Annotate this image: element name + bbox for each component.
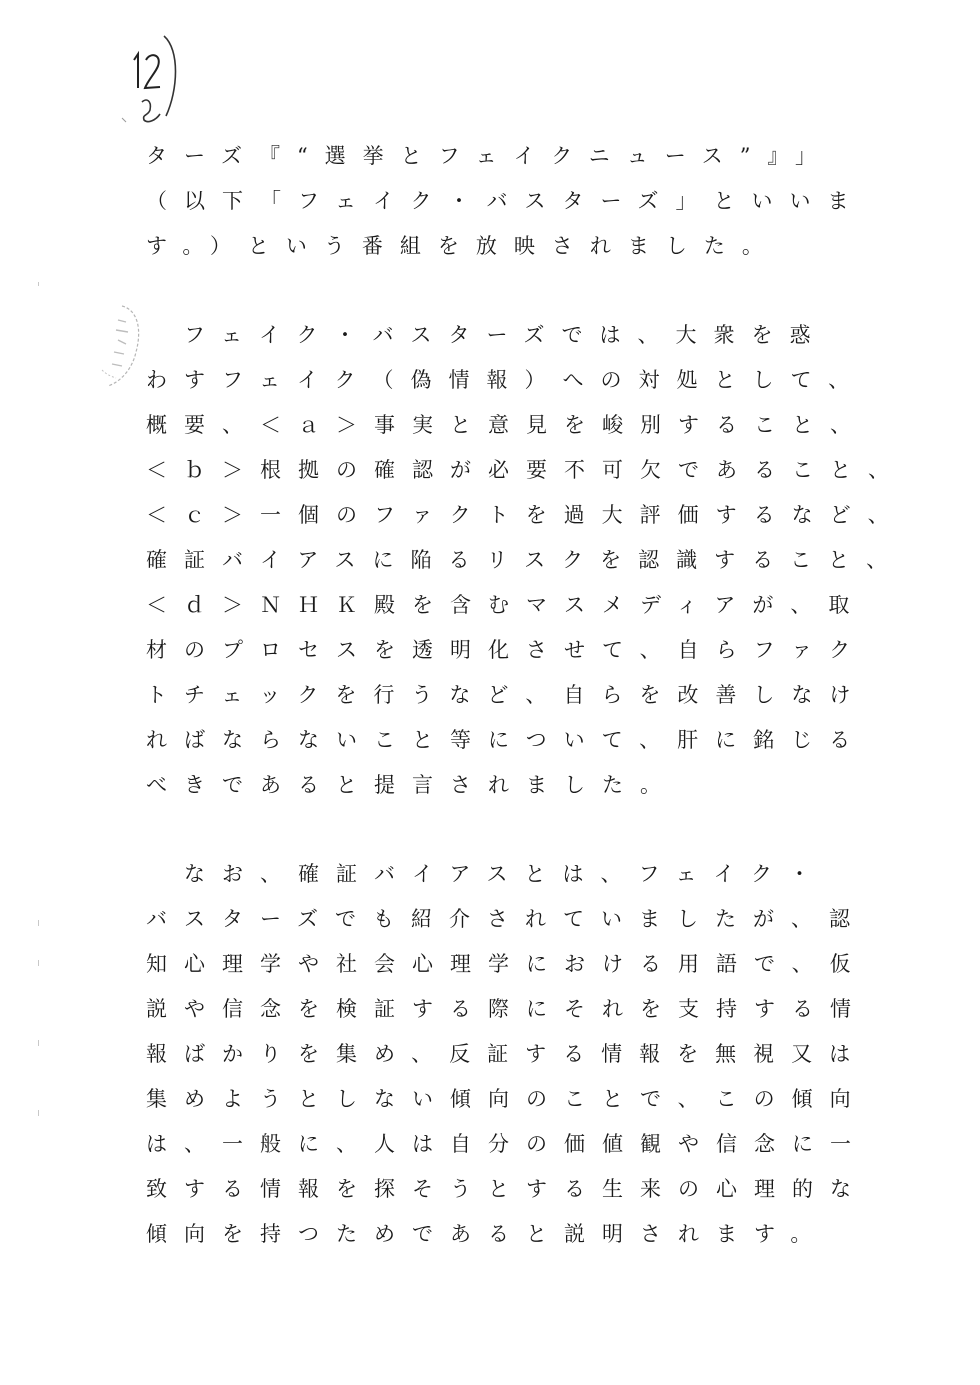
text-line: は、一般に、人は自分の価値観や信念に一 [146,1132,868,1156]
text-line: 材のプロセスを透明化させて、自らファク [146,638,868,662]
text-line: 概要、＜ａ＞事実と意見を峻別すること、 [146,413,868,437]
text-line: す。）という番組を放映されました。 [146,234,780,258]
handwritten-page-number [112,30,182,130]
text-line: ＜ｂ＞根拠の確認が必要不可欠であること、 [146,458,906,482]
paragraph-continuation [146,134,906,269]
text-line: わすフェイク（偽情報）への対処として、 [146,368,867,392]
text-line: 傾向を持つためであると説明されます。 [146,1222,829,1246]
text-line: ればならないこと等について、肝に銘じる [146,728,868,752]
text-line: ＜ｄ＞ＮＨＫ殿を含むマスメディアが、取 [146,593,867,617]
text-line: バスターズでも紹介されていましたが、認 [146,907,867,931]
text-line: フェイク・バスターズでは、大衆を惑 [184,323,828,347]
text-line: 説や信念を検証する際にそれを支持する情 [146,997,868,1021]
scan-speck [38,1040,39,1046]
text-line: 致する情報を探そうとする生来の心理的な [146,1177,868,1201]
paragraph-fake-busters-summary [146,313,906,808]
scan-speck [38,282,39,286]
scan-speck [38,1110,39,1116]
text-line: 確証バイアスに陥るリスクを認識すること、 [146,548,905,572]
text-line: 報ばかりを集め、反証する情報を無視又は [146,1042,868,1066]
text-line: （以下「フェイク・バスターズ」といいま [146,189,866,213]
text-line: 知心理学や社会心理学における用語で、仮 [146,952,868,976]
page-number-mark-icon [112,30,182,130]
text-line: ＜ｃ＞一個のファクトを過大評価するなど、 [146,503,906,527]
text-line: ターズ『“選挙とフェイクニュース”』」 [146,144,833,168]
text-line: べきであると提言されました。 [146,773,678,797]
document-body [146,134,906,1301]
scan-speck [38,960,39,966]
paragraph-confirmation-bias [146,852,906,1257]
text-line: トチェックを行うなど、自らを改善しなけ [146,683,868,707]
seal-stamp-icon [98,300,144,390]
margin-seal-stamp [98,300,144,390]
text-line: 集めようとしない傾向のことで、この傾向 [146,1087,868,1111]
scan-speck [38,920,39,926]
text-line: なお、確証バイアスとは、フェイク・ [184,862,828,886]
